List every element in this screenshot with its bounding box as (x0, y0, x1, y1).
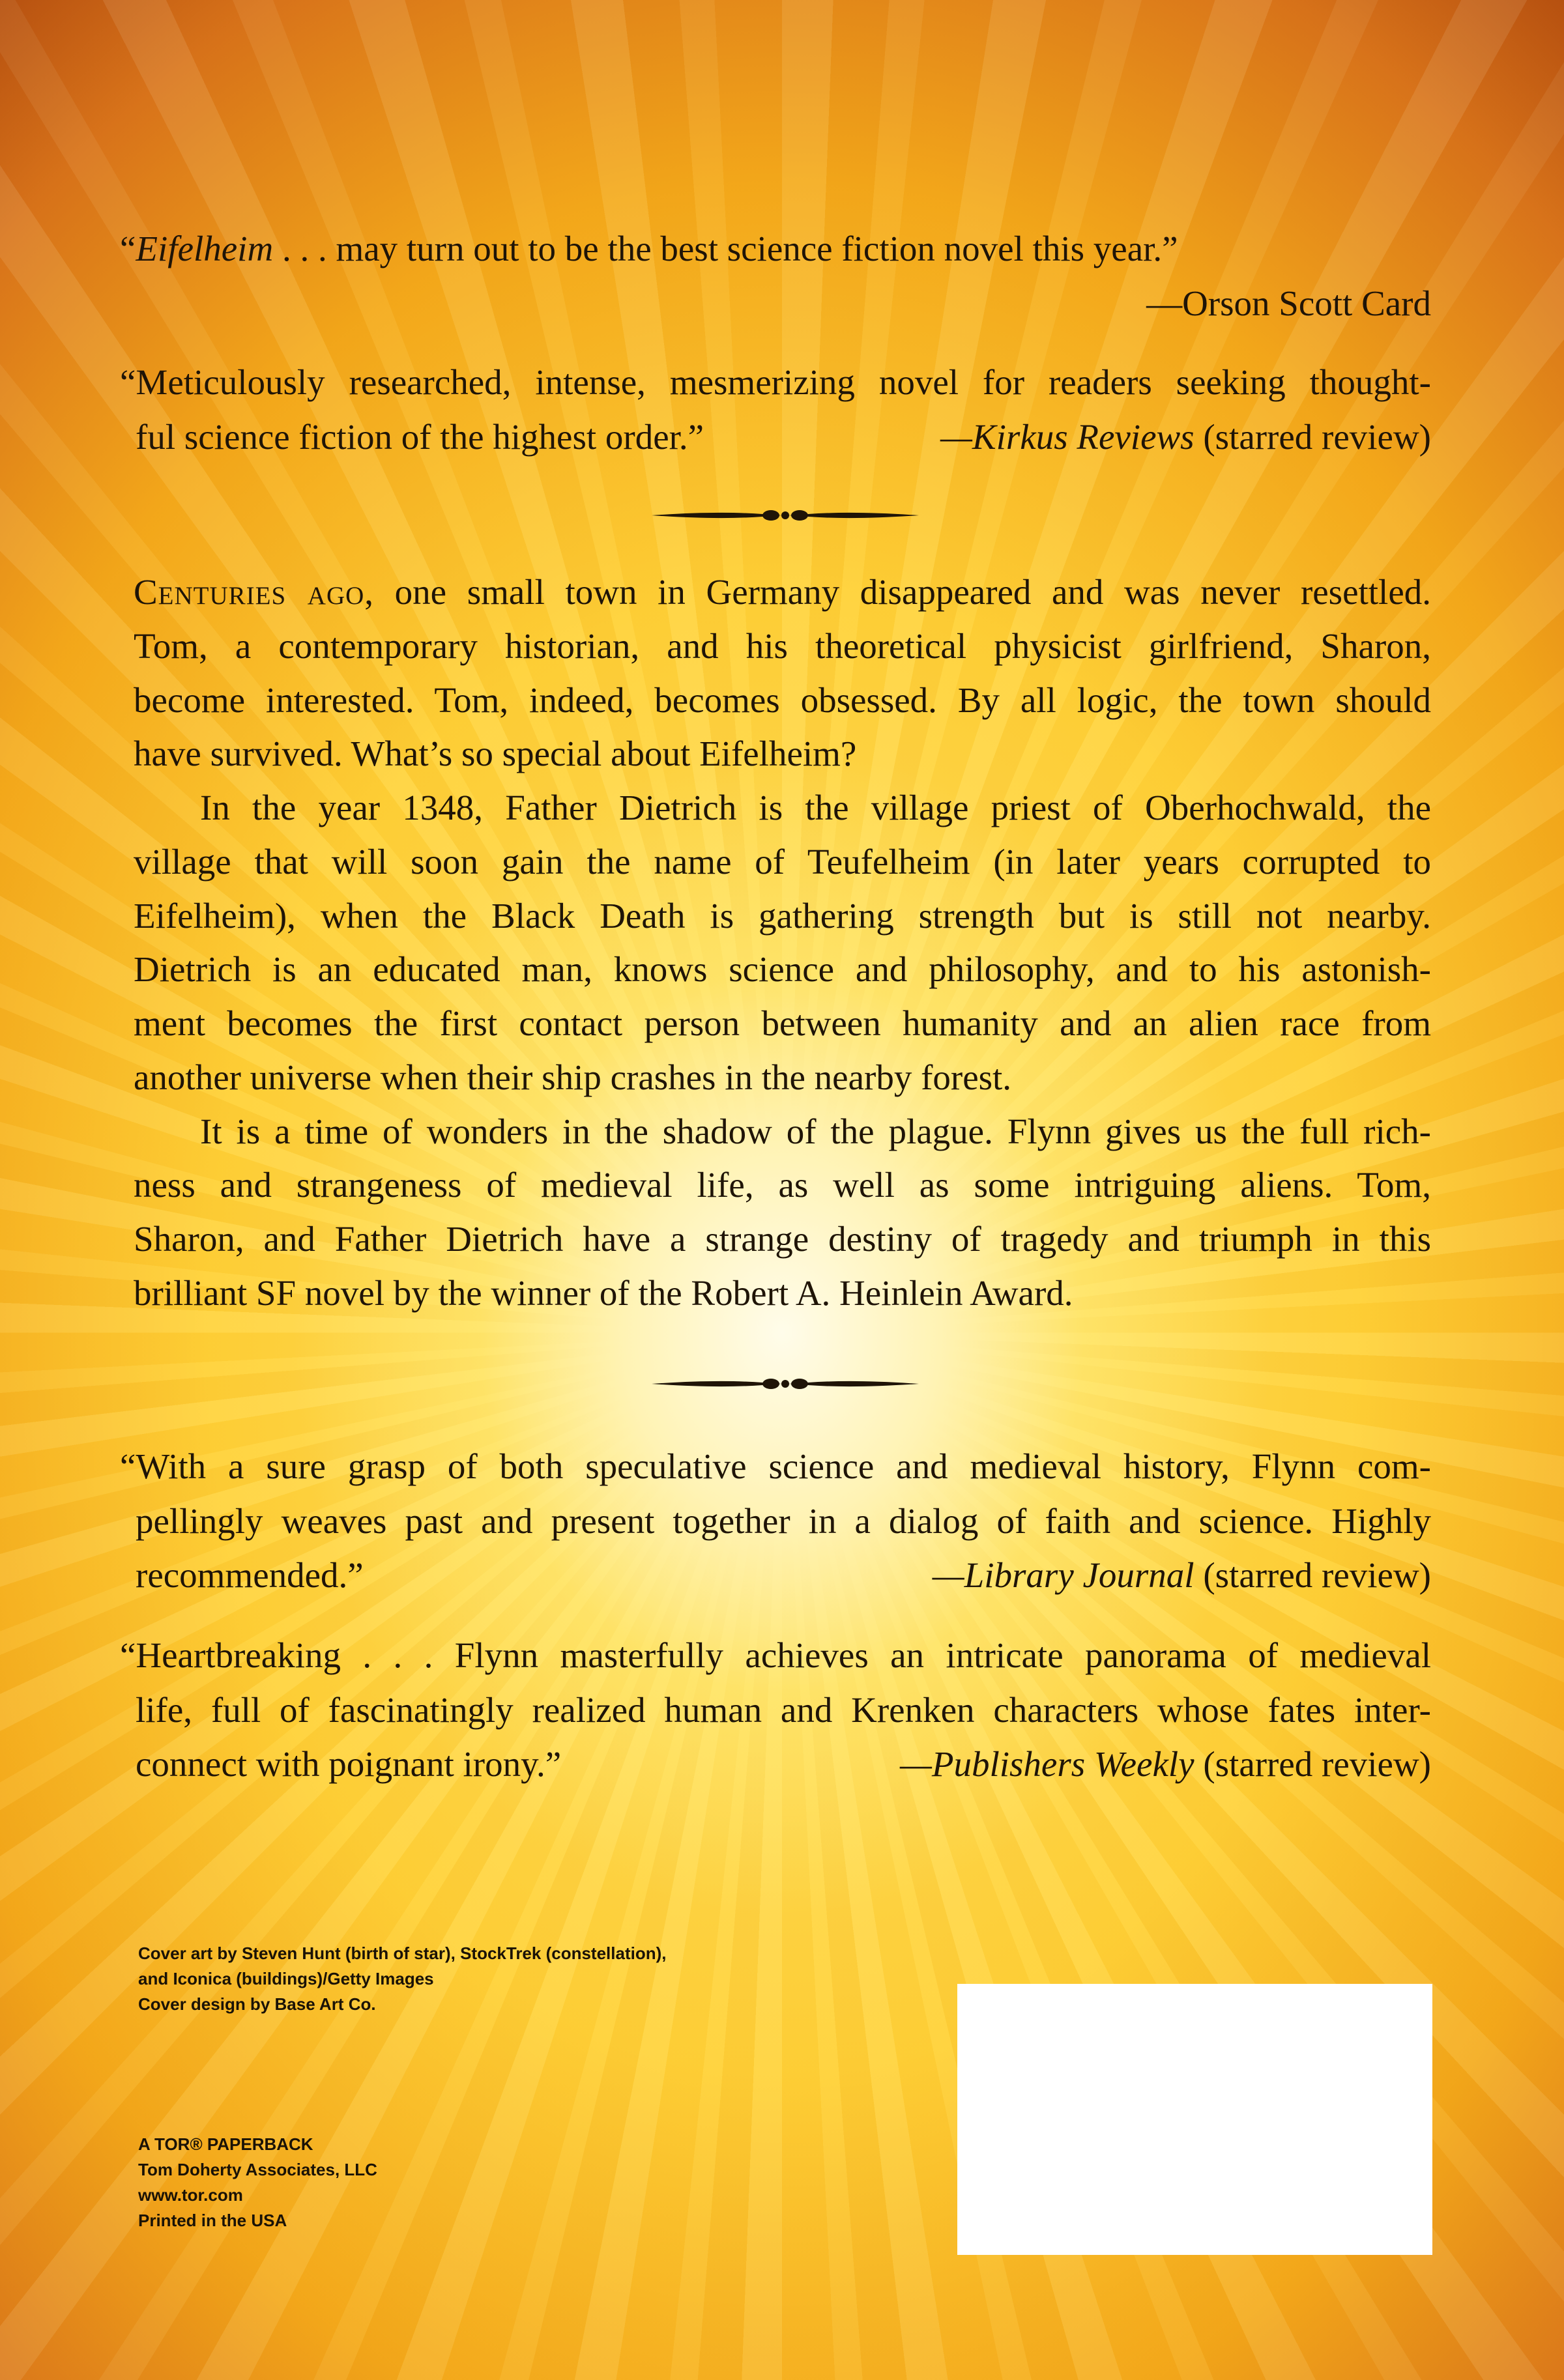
cover-credits (138, 1941, 666, 2017)
quote-source (940, 410, 1431, 465)
quote-line: ful science fiction of the highest order.” (136, 416, 704, 457)
quote-publishers-weekly (120, 1628, 1431, 1792)
quote-line: recommended.” (136, 1555, 364, 1596)
source-note: (starred review) (1203, 416, 1431, 457)
source-note: (starred review) (1203, 1555, 1431, 1596)
quote-source (933, 1548, 1431, 1603)
quote-line: “Meticulously researched, intense, mesmerizing novel for readers seeking thought- (120, 362, 1431, 402)
quote-line: “With a sure grasp of both speculative science and medieval history, Flynn com- (120, 1446, 1431, 1486)
quote-line: “Eifelheim . . . may turn out to be the best science fiction novel this year.” (120, 229, 1178, 268)
publisher-line: Printed in the USA (138, 2211, 287, 2230)
book-description (134, 566, 1431, 1321)
quote-source (900, 1737, 1431, 1792)
source-note: (starred review) (1203, 1744, 1431, 1785)
credit-line: Cover design by Base Art Co. (138, 1994, 376, 2014)
description-paragraph: In the year 1348, Father Dietrich is the village priest of Oberhochwald, the village that will soon gain the name of Teufelheim (in later years corrupted to Eifelheim), when the Black Death is gathering strength but is still not nearby. Dietrich is an educated man, knows science and philosophy, and to his astonish- ment becomes the first contact person between humanity and an alien race from another universe when their ship crashes in the nearby forest. (134, 788, 1431, 1097)
description-paragraph: It is a time of wonders in the shadow of the plague. Flynn gives us the full rich- ness and strangeness of medieval life, as well as some intriguing aliens. Tom, Sharon, and Father Dietrich have a strange destiny of tragedy and triumph in this brilliant SF novel by the winner of the Robert A. Heinlein Award. (134, 1111, 1431, 1313)
source-name: —Library Journal (932, 1555, 1195, 1596)
quote-line: “Heartbreaking . . . Flynn masterfully achieves an intricate panorama of medieval (120, 1635, 1431, 1675)
quote-line: connect with poignant irony.” (136, 1744, 562, 1785)
quote-library-journal (120, 1439, 1431, 1603)
credit-line: and Iconica (buildings)/Getty Images (138, 1969, 434, 1988)
quote-text (120, 222, 1431, 276)
lead-smallcaps: Centuries ago, (134, 572, 375, 612)
publisher-info (138, 2132, 377, 2233)
ornament-divider-icon (652, 504, 919, 526)
description-paragraph: Centuries ago, one small town in Germany disappeared and was never resettled. Tom, a contemporary historian, and his theoretical physicist girlfriend, Sharon, become interested. Tom, indeed, becomes obsessed. By all logic, the town should have survived. What’s so special about Eifelheim? (134, 572, 1431, 774)
publisher-line: Tom Doherty Associates, LLC (138, 2160, 377, 2179)
credit-line: Cover art by Steven Hunt (birth of star), StockTrek (constellation), (138, 1943, 667, 1963)
barcode-placeholder (957, 1984, 1432, 2255)
quote-source: —Orson Scott Card (1146, 283, 1431, 323)
quote-line: pellingly weaves past and present together in a dialog of faith and science. Highly (136, 1500, 1431, 1541)
publisher-line: www.tor.com (138, 2185, 243, 2205)
quote-line: life, full of fascinatingly realized human and Krenken characters whose fates inter- (136, 1689, 1431, 1730)
quote-card (120, 222, 1431, 330)
source-name: —Publishers Weekly (899, 1744, 1195, 1785)
ornament-divider-icon (652, 1373, 919, 1395)
quote-kirkus (120, 355, 1431, 464)
publisher-line: A TOR® PAPERBACK (138, 2134, 313, 2154)
source-name: —Kirkus Reviews (940, 416, 1195, 457)
